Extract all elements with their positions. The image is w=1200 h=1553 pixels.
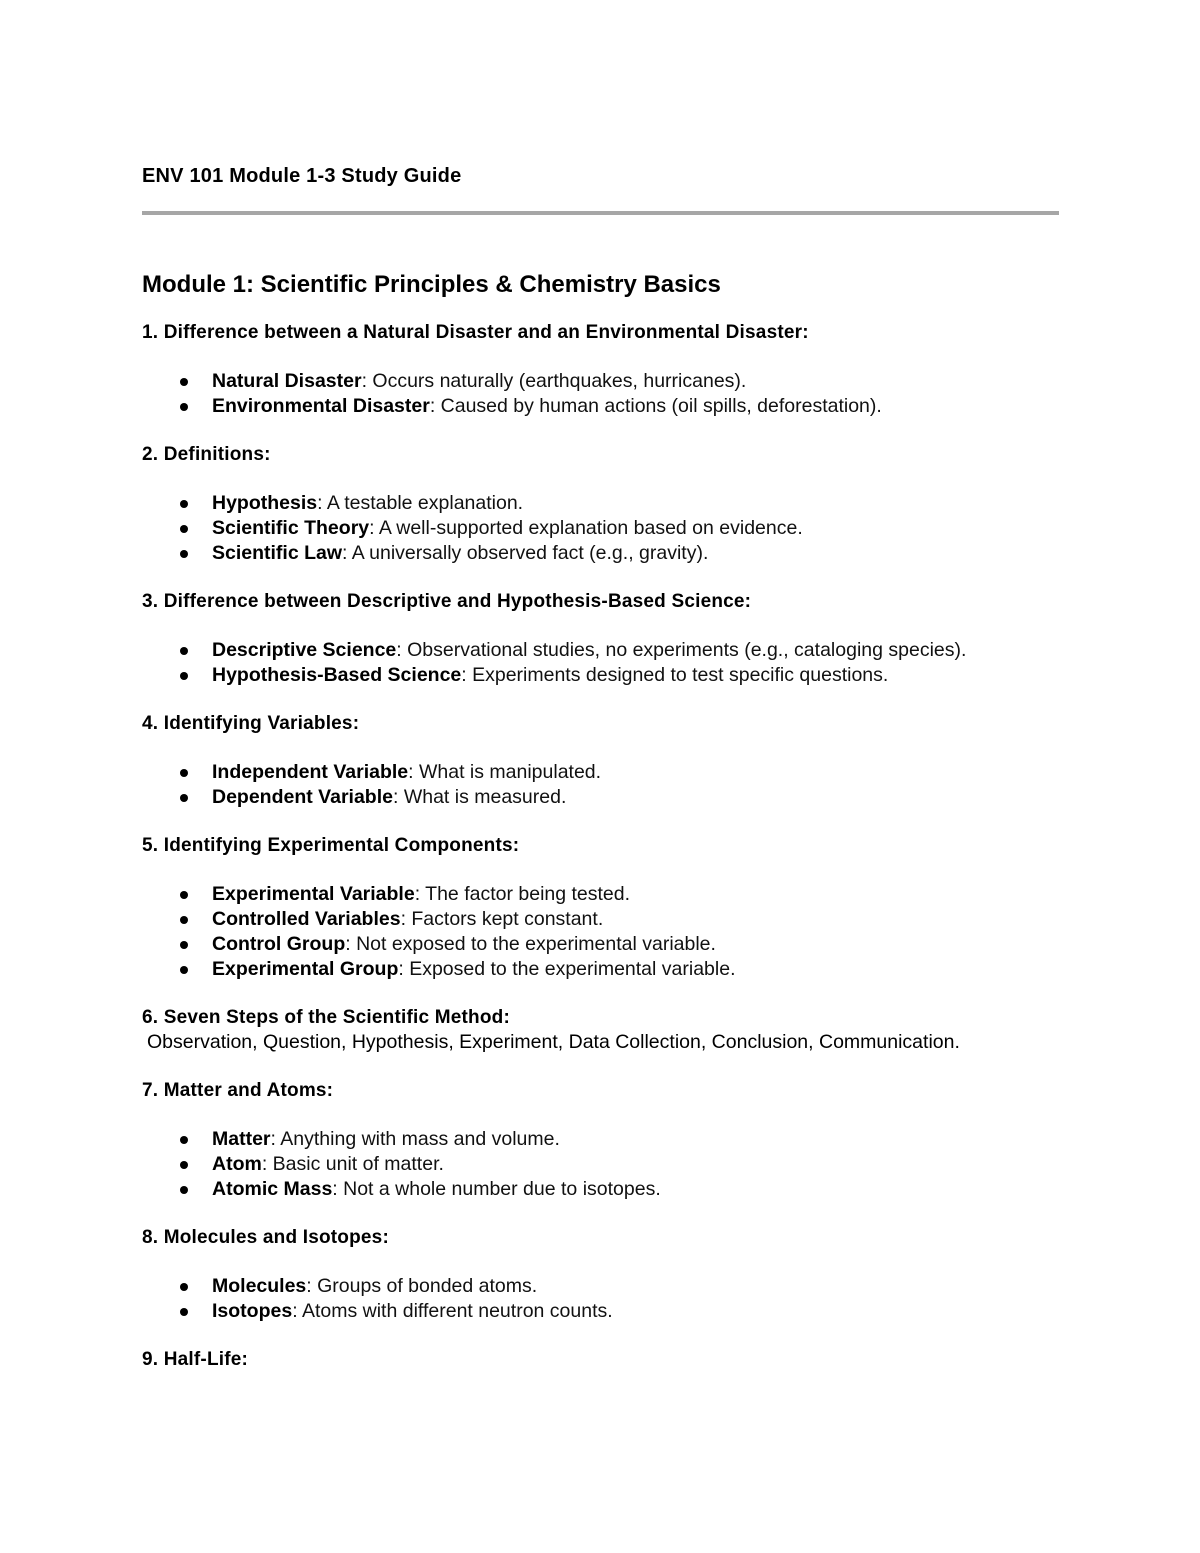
term: Scientific Theory: [212, 517, 370, 539]
scientific-method-steps: Observation, Question, Hypothesis, Experiment, Data Collection, Conclusion, Communication.: [147, 1031, 960, 1053]
list-item: [142, 1274, 1072, 1299]
bullet-icon: [180, 1308, 188, 1316]
bullet-icon: [180, 672, 188, 680]
list-item: [142, 1177, 1072, 1202]
section-heading: 6. Seven Steps of the Scientific Method:: [142, 1007, 511, 1028]
definition: : The factor being tested.: [414, 883, 631, 905]
definition: : Caused by human actions (oil spills, deforestation).: [429, 395, 882, 417]
bullet-icon: [180, 1186, 188, 1194]
bullet-icon: [180, 891, 188, 899]
definition: : Occurs naturally (earthquakes, hurricanes).: [361, 370, 747, 392]
definition: : Groups of bonded atoms.: [306, 1275, 538, 1297]
bullet-icon: [180, 647, 188, 655]
section-2: [142, 443, 1072, 566]
definition: : Not a whole number due to isotopes.: [332, 1178, 661, 1200]
list-item: [142, 1299, 1072, 1324]
section-heading: 3. Difference between Descriptive and Hypothesis-Based Science:: [142, 591, 752, 612]
list-item: [142, 932, 1072, 957]
definition: : Atoms with different neutron counts.: [292, 1300, 613, 1322]
list-item: [142, 957, 1072, 982]
definition: : A testable explanation.: [317, 492, 524, 514]
bullet-icon: [180, 378, 188, 386]
bullet-icon: [180, 1136, 188, 1144]
term: Atom: [212, 1153, 262, 1175]
section-heading: 7. Matter and Atoms:: [142, 1080, 334, 1101]
list-item: [142, 369, 1072, 394]
document-body: [142, 270, 1072, 1372]
section-heading: 9. Half-Life:: [142, 1349, 249, 1370]
list-item: [142, 907, 1072, 932]
section-heading: 1. Difference between a Natural Disaster and an Environmental Disaster:: [142, 322, 809, 343]
term: Environmental Disaster: [212, 395, 430, 417]
definition: : Exposed to the experimental variable.: [398, 958, 736, 980]
term: Controlled Variables: [212, 908, 401, 930]
bullet-icon: [180, 794, 188, 802]
list-item: [142, 663, 1072, 688]
term: Dependent Variable: [212, 786, 393, 808]
term: Descriptive Science: [212, 639, 397, 661]
definition: : A universally observed fact (e.g., gravity).: [342, 542, 709, 564]
term: Experimental Variable: [212, 883, 415, 905]
bullet-list: [142, 491, 1072, 566]
term: Control Group: [212, 933, 346, 955]
list-item: [142, 394, 1072, 419]
module-heading: Module 1: Scientific Principles & Chemistry Basics: [142, 271, 721, 298]
term: Experimental Group: [212, 958, 399, 980]
definition: : What is measured.: [392, 786, 567, 808]
term: Matter: [212, 1128, 271, 1150]
bullet-icon: [180, 1161, 188, 1169]
bullet-icon: [180, 403, 188, 411]
section-5: [142, 834, 1072, 982]
title-divider: [142, 211, 1059, 215]
list-item: [142, 491, 1072, 516]
bullet-list: [142, 369, 1072, 419]
definition: : What is manipulated.: [408, 761, 602, 783]
list-item: [142, 1152, 1072, 1177]
list-item: [142, 541, 1072, 566]
bullet-list: [142, 638, 1072, 688]
section-heading: 8. Molecules and Isotopes:: [142, 1227, 389, 1248]
section-heading: 4. Identifying Variables:: [142, 713, 360, 734]
section-1: [142, 321, 1072, 419]
term: Hypothesis-Based Science: [212, 664, 462, 686]
bullet-icon: [180, 769, 188, 777]
bullet-icon: [180, 941, 188, 949]
term: Isotopes: [212, 1300, 293, 1322]
term: Atomic Mass: [212, 1178, 333, 1200]
section-7: [142, 1079, 1072, 1202]
bullet-list: [142, 1274, 1072, 1324]
bullet-list: [142, 1127, 1072, 1202]
section-3: [142, 590, 1072, 688]
definition: : Basic unit of matter.: [261, 1153, 444, 1175]
bullet-list: [142, 760, 1072, 810]
section-heading: 5. Identifying Experimental Components:: [142, 835, 520, 856]
bullet-icon: [180, 550, 188, 558]
term: Hypothesis: [212, 492, 318, 514]
bullet-icon: [180, 966, 188, 974]
document-title: ENV 101 Module 1-3 Study Guide: [142, 165, 462, 187]
section-9: [142, 1348, 1072, 1372]
definition: : Experiments designed to test specific questions.: [461, 664, 889, 686]
list-item: [142, 882, 1072, 907]
section-8: [142, 1226, 1072, 1324]
definition: : Factors kept constant.: [400, 908, 604, 930]
definition: : A well-supported explanation based on evidence.: [369, 517, 803, 539]
bullet-icon: [180, 525, 188, 533]
term: Independent Variable: [212, 761, 409, 783]
term: Scientific Law: [212, 542, 343, 564]
section-heading: 2. Definitions:: [142, 444, 271, 465]
bullet-list: [142, 882, 1072, 982]
term: Natural Disaster: [212, 370, 362, 392]
definition: : Anything with mass and volume.: [270, 1128, 560, 1150]
list-item: [142, 785, 1072, 810]
list-item: [142, 516, 1072, 541]
definition: : Observational studies, no experiments (e.g., cataloging species).: [396, 639, 967, 661]
section-6: [142, 1006, 1072, 1055]
list-item: [142, 1127, 1072, 1152]
bullet-icon: [180, 500, 188, 508]
list-item: [142, 760, 1072, 785]
bullet-icon: [180, 916, 188, 924]
term: Molecules: [212, 1275, 307, 1297]
section-4: [142, 712, 1072, 810]
definition: : Not exposed to the experimental variable.: [345, 933, 716, 955]
list-item: [142, 638, 1072, 663]
bullet-icon: [180, 1283, 188, 1291]
